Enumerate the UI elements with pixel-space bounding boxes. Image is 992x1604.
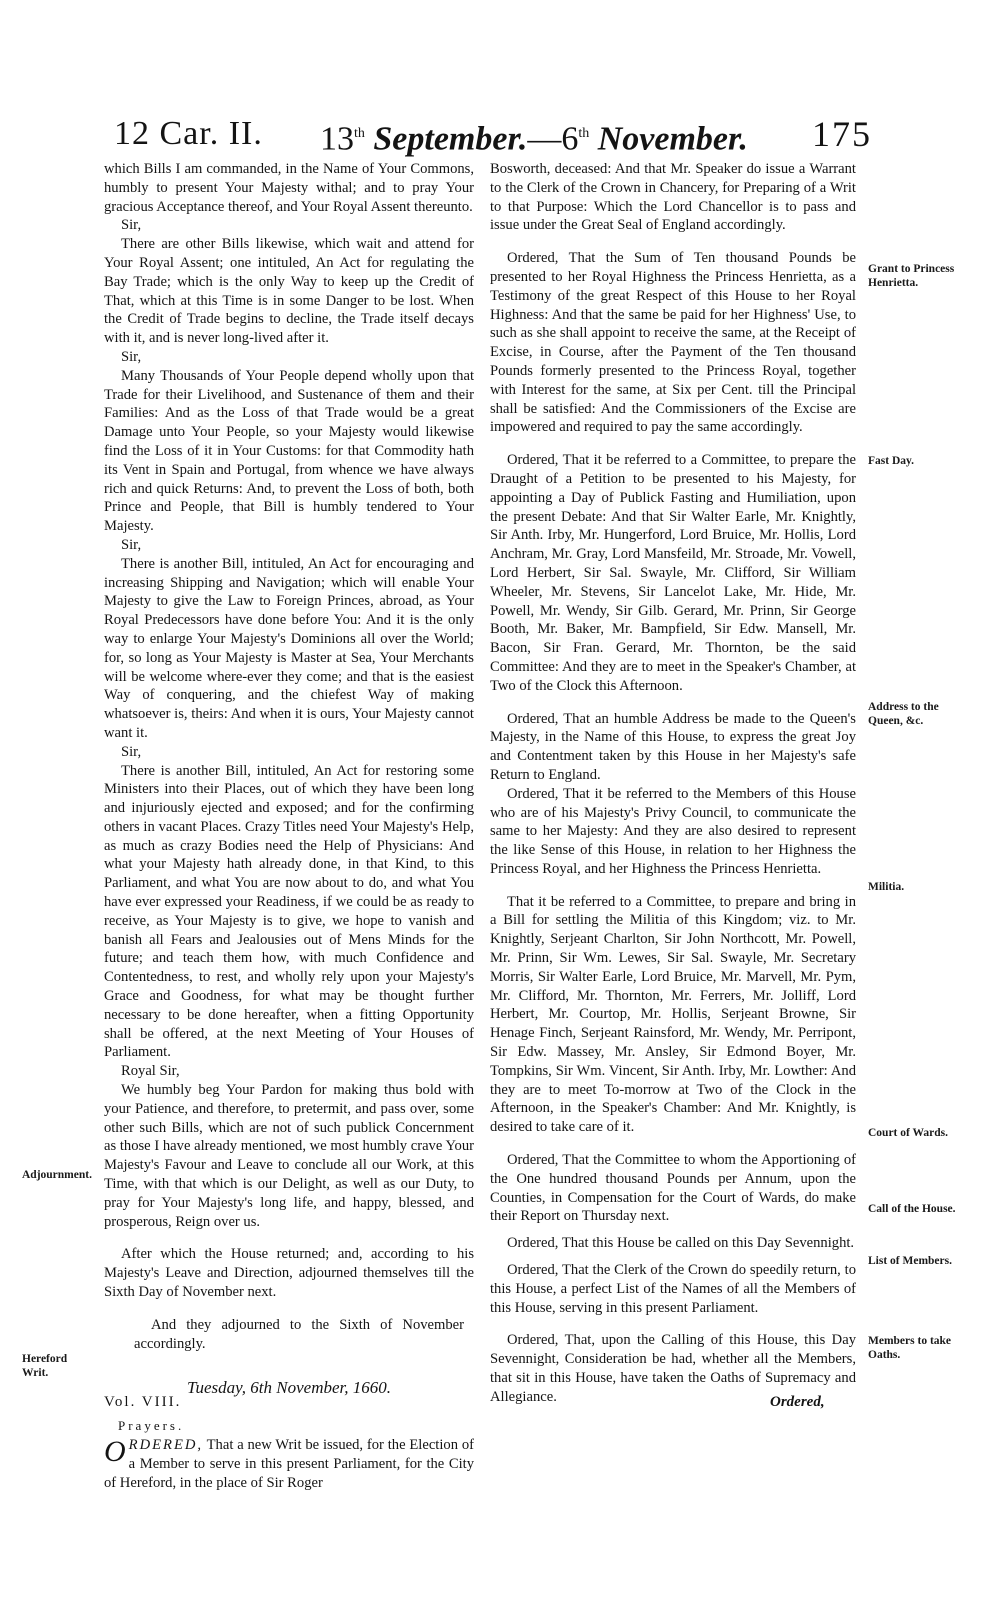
militia-paragraph: That it be referred to a Committee, to prepare and bring in a Bill for settling the Militia of this Kingdom; viz. to Mr. Knightly, Serjeant Charlton, Sir John Northcott, Mr. Powell, Mr. Prinn, Sir Wm. Lewes, Sir Sal. Swayle, Mr. Secretary Morris, Sir Walter Earle, Lord Bruice, Mr. Marvell, Mr. Pym, Mr. Clifford, Mr. Thornton, Mr. Ferrers, Mr. Jolliff, Lord Herbert, Mr. Courtop, Mr. Hollis, Serjeant Browne, Sir Henage Finch, Serjeant Rainsford, Mr. Wendy, Mr. Perripont, Sir Edw. Massey, Mr. Ansley, Sir Edmond Boyer, Mr. Tompkins, Sir Wm. Vincent, Sir Anth. Irby, Mr. Lowther: And they are to meet To-morrow at Two of the Clock in the Afternoon, in the Speaker's Chamber: And Mr. Knightly, is desired to take care of it.: [490, 893, 856, 1136]
adjourned-accordingly: And they adjourned to the Sixth of November accordingly.: [134, 1316, 464, 1352]
salutation: Sir,: [121, 217, 142, 234]
adjournment-paragraph: After which the House returned; and, according to his Majesty's Leave and Direction, adjourned themselves till the Sixth Day of November next.: [104, 1246, 474, 1301]
hereford-writ-paragraph: [104, 1436, 474, 1492]
margin-note-fast-day: Fast Day.: [868, 455, 914, 467]
salutation: Royal Sir,: [121, 1063, 180, 1080]
salutation: Sir,: [121, 536, 142, 553]
running-head-dates: 13th September.—6th November.: [320, 120, 748, 158]
paragraph: There are other Bills likewise, which wait and attend for Your Royal Assent; one intituled, An Act for regulating the Bay Trade; which is the only Way to keep up the Credit of That, which at this Time is in some Danger to be lost. When the Credit of Trade begins to decline, the Trade itself decays with it, and is never long-lived after it.: [104, 236, 474, 347]
catchword: Ordered,: [770, 1394, 825, 1410]
margin-note-militia: Militia.: [868, 881, 905, 893]
volume-signature: Vol. VIII.: [104, 1394, 182, 1410]
grant-paragraph: Ordered, That the Sum of Ten thousand Pounds be presented to her Royal Highness the Princess Henrietta, as a Testimony of the great Respect of this House to her Royal Highness: And that the same be paid for her Highness' Use, to such as she shall appoint to receive the same, at the Receipt of Excise, in Course, after the Payment of the Ten thousand Pounds formerly presented to the Princess Royal, together with Interest for the same, at Six per Cent. till the Principal shall be satisfied: And the Commissioners of the Excise are impowered and required to pay the same accordingly.: [490, 250, 856, 436]
paragraph: There is another Bill, intituled, An Act for restoring some Ministers into their Places, out of which they have been long and injuriously ejected and exposed; and for the confirming others in vacant Places. Crazy Titles need Your Majesty's Help, as much as crazy Bodies need the Help of Physicians: And what your Majesty hath already done, in that Kind, to this Parliament, and what You are now about to do, and what You have ever expressed your Readiness, if we could be as ready to receive, as Your Majesty is to give, we hope to vanish and banish all Fears and Jealousies out of Mens Minds for the future; and teach them how, with much Confidence and Contentedness, to rest, and wholly rely upon your Majesty's Grace and Goodness, for what may be thought further necessary to be done hereafter, when a fitting Opportunity shall be offered, at the next Meeting of Your Houses of Parliament.: [104, 762, 474, 1061]
margin-note-adjournment: Adjournment.: [22, 1169, 92, 1181]
right-column: [490, 160, 856, 1407]
margin-note-oaths: Members to take Oaths.: [868, 1335, 952, 1361]
ordered-caps: RDERED,: [128, 1437, 204, 1454]
list-of-members-paragraph: Ordered, That the Clerk of the Crown do speedily return, to this House, a perfect List of the Names of all the Members of this House, serving in this present Parliament.: [490, 1262, 856, 1316]
page-number: 175: [812, 114, 872, 154]
salutation: Sir,: [121, 348, 142, 365]
left-column: [104, 160, 474, 1493]
oaths-paragraph: Ordered, That, upon the Calling of this House, this Day Sevennight, Consideration be had, whether all the Members, that sit in this House, have taken the Oaths of Supremacy and Allegiance.: [490, 1332, 856, 1405]
date-heading: Tuesday, 6th November, 1660.: [187, 1378, 391, 1398]
paragraph: There is another Bill, intituled, An Act for encouraging and increasing Shipping and Navigation; which will enable Your Majesty to give the Law to Foreign Princes, abroad, as Your Royal Predecessors have done before You: And it is the only way to enlarge Your Majesty's Dominions all over the World; for, so long as Your Majesty is Master at Sea, Your Merchants will be welcome where-ever they come; and that is the easiest Way of conquering, and the chiefest Way of making whatsoever is, theirs: And when it is ours, Your Majesty cannot want it.: [104, 555, 474, 741]
drop-cap: O: [104, 1435, 126, 1469]
paragraph-text: That a new Writ be issued, for the Election of a Member to serve in this present Parliament, for the City of Hereford, in the place of Sir Roger: [104, 1437, 474, 1491]
paragraph: Bosworth, deceased: And that Mr. Speaker do issue a Warrant to the Clerk of the Crown in Chancery, for Preparing of a Writ to that Purpose: Which the Lord Chancellor is to pass and issue under the Great Seal of England accordingly.: [490, 161, 856, 234]
margin-note-call-of-house: Call of the House.: [868, 1203, 956, 1215]
margin-note-grant: Grant to Princess Henrietta.: [868, 263, 955, 289]
margin-note-court-of-wards: Court of Wards.: [868, 1127, 948, 1139]
prayers-heading: Prayers.: [118, 1418, 185, 1434]
margin-note-list-of-members: List of Members.: [868, 1255, 952, 1267]
salutation: Sir,: [121, 743, 142, 760]
call-of-house-paragraph: Ordered, That this House be called on this Day Sevennight.: [507, 1235, 855, 1252]
court-of-wards-paragraph: Ordered, That the Committee to whom the Apportioning of the One hundred thousand Pounds per Annum, upon the Counties, in Compensation for the Court of Wards, do make their Report on Thursday next.: [490, 1152, 856, 1225]
paragraph: which Bills I am commanded, in the Name of Your Commons, humbly to present Your Majesty withal; and to pray Your gracious Acceptance thereof, and Your Royal Assent thereunto.: [104, 161, 474, 215]
privy-council-paragraph: Ordered, That it be referred to the Members of this House who are of his Majesty's Privy Council, to communicate the same to her Majesty: And they are also desired to represent the like Sense of this House, in relation to her Highness the Princess Royal, and her Highness the Princess Henrietta.: [490, 785, 856, 877]
paragraph: We humbly beg Your Pardon for making thus bold with your Patience, and therefore, to pretermit, and pass over, some other such Bills, which are not of such publick Concernment as those I have already mentioned, we most humbly crave Your Majesty's Favour and Leave to conclude all our Work, at this Time, with that which is our Delight, as well as our Duty, to pray for Your Majesty's long life, and happy, blessed, and prosperous, Reign over us.: [104, 1082, 474, 1230]
address-paragraph: Ordered, That an humble Address be made to the Queen's Majesty, in the Name of this House, to express the great Joy and Contentment taken by this House in her Majesty's safe Return to England.: [490, 710, 856, 783]
margin-note-address: Address to the Queen, &c.: [868, 701, 939, 727]
fast-day-paragraph: Ordered, That it be referred to a Committee, to prepare the Draught of a Petition to be presented to his Majesty, for appointing a Day of Publick Fasting and Humiliation, upon the present Debate: And that Sir Walter Earle, Mr. Knightly, Sir Anth. Irby, Mr. Hungerford, Lord Bruice, Mr. Hollis, Lord Anchram, Mr. Gray, Lord Mansfeild, Mr. Stroade, Mr. Vowell, Lord Herbert, Sir Sal. Swayle, Mr. Clifford, Sir William Wheeler, Mr. Stevens, Sir Lancelot Lake, Mr. Hide, Mr. Powell, Mr. Wendy, Sir Gilb. Gerard, Mr. Prinn, Sir George Booth, Mr. Baker, Mr. Bampfield, Sir Edw. Mansell, Mr. Bacon, Sir Fran. Gerard, Mr. Thornton, be the said Committee: And they are to meet in the Speaker's Chamber, at Two of the Clock this Afternoon.: [490, 452, 856, 694]
margin-note-hereford-writ: Hereford Writ.: [22, 1353, 68, 1379]
running-head-regnal-year: 12 Car. II.: [114, 115, 263, 152]
paragraph: Many Thousands of Your People depend wholly upon that Trade for their Livelihood, and Sustenance of them and their Families: And as the Loss of that Trade would be a great Damage unto Your People, so your Majesty would likewise find the Loss of it in Your Customs: for that Commodity hath its Vent in Spain and Portugal, from whence we have always rich and quick Returns: And, to prevent the Loss of both, both Prince and People, that Bill is humbly tendered to Your Majesty.: [104, 367, 474, 535]
